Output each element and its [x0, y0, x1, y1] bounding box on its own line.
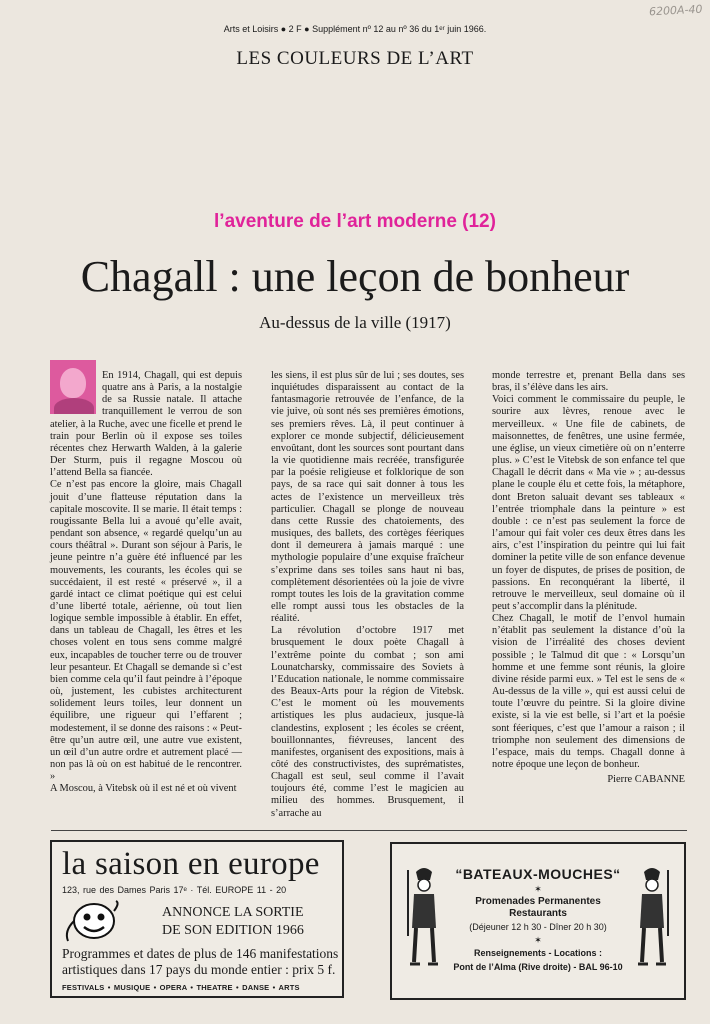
- series-title: l’aventure de l’art moderne (12): [214, 211, 496, 232]
- star-icon: ✶: [534, 935, 542, 945]
- guard-figure-icon: [402, 866, 446, 976]
- ad-announce-line: DE SON EDITION 1966: [162, 923, 304, 938]
- paragraph: les siens, il est plus sûr de lui ; ses doutes, ses inquiétudes disparaissent au contact de la fantasmagorie retrouvée de l’enfance, de la vie juive, où sont nés ses premières émotions, ses premiers rêves. Là, il peut continuer à explorer ce monde subjectif, délicieusement envoûtant, dont les sources sont pourtant dans la vie quotidienne mais recréée, transfigurée par la poésie religieuse et folklorique de son pays, de sa race qui sait donner à tous les actes de l’existence un merveilleux très particulier. Chagall se plonge de nouveau dans cette Russie des chatoiements, des musiques, des ballets, des cortèges féeriques dont il demeurera à jamais marqué : une mythologie populaire d’une exquise fraîcheur s’exprime dans ses toiles sans haut ni bas, complètement désorientées où la joie de vivre rompt toutes les lois de la gravitation comme elle rompt aussi tous les obstacles de la réalité.: [271, 370, 464, 625]
- author-signature: Pierre CABANNE: [607, 774, 685, 786]
- paragraph: Ce n’est pas encore la gloire, mais Chagall jouit d’une flatteuse réputation dans la capitale moscovite. Il se marie. Il était temps : rougissante Bella lui a avoué qu’elle avait, pendant son absence, « regardé quelqu’un au cours théâtral ». Durant son séjour à Paris, le jeune peintre n’a guère été influencé par les mouvements, les courants, les écoles qui se succédaient, il est resté « préservé », il a gardé intact ce climat poétique qui est celui d’une liberté totale, aérienne, où tout lien logique semble impossible à établir. En effet, dans un tableau de Chagall, les êtres et les choses volent en tous sens comme malgré eux, incapables de toucher terre ou de trouver leur pesanteur. Et Chagall se demande si c’est bien comme cela qu’il faut peindre à l’époque où, justement, les cubistes architecturent solidement leurs toiles, leur donnent un équilibre, une rigueur qui l’effarent ; modestement, il se donne des raisons : « Peut-être qu’un autre œil, une autre vue existent, un œil d’un autre ordre et autrement placé — non pas là où on est habitué de le rencontrer. »: [50, 479, 242, 783]
- ad-line: Restaurants: [509, 908, 567, 919]
- ad-line: Renseignements - Locations :: [473, 948, 603, 958]
- guard-figure-icon: [630, 866, 674, 976]
- ad-programme-line: artistiques dans 17 pays du monde entier : prix 5 f.: [62, 962, 336, 977]
- article-column-1: [50, 370, 242, 795]
- article-subtitle: Au-dessus de la ville (1917): [259, 313, 451, 332]
- section-rubric: LES COULEURS DE L’ART: [236, 48, 474, 69]
- ad-bateaux-mouches: [390, 842, 686, 1000]
- divider-rule: [51, 830, 687, 831]
- paragraph: Chez Chagall, le motif de l’envol humain n’établit pas seulement la distance d’où la vision de l’irréalité des choses devient possible ; le Talmud dit que : « Lorsqu’un homme et une femme sont réunis, la gloire divine réside parmi eux. » Tel est le sens de « Au-dessus de la ville », qui est aussi celui de toute l’œuvre du peintre. Si la gloire divine existe, si la vie est belle, si l’art et la poésie sont féeriques, c’est que l’amour a raison ; il triomphe non seulement des dimensions de l’espace, mais du temps. Chagall donne à notre époque une leçon de bonheur.: [492, 613, 685, 770]
- theatre-mask-icon: [62, 899, 120, 945]
- ad-saison-en-europe: [50, 840, 344, 998]
- ad-line: Promenades Permanentes: [475, 896, 601, 907]
- ad-address: 123, rue des Dames Paris 17ᵉ · Tél. EUROPE 11 - 20: [62, 885, 287, 895]
- ad-categories: FESTIVALS • MUSIQUE • OPERA • THEATRE • DANSE • ARTS: [62, 983, 300, 992]
- ad-line: (Déjeuner 12 h 30 - Dîner 20 h 30): [469, 922, 607, 932]
- ad-title: “BATEAUX-MOUCHES“: [455, 866, 621, 882]
- chagall-portrait-image: [50, 360, 96, 414]
- ad-line: Pont de l’Alma (Rive droite) - BAL 96-10: [453, 962, 623, 972]
- article-title: Chagall : une leçon de bonheur: [80, 252, 630, 301]
- article-column-3: [492, 370, 685, 786]
- star-icon: ✶: [534, 884, 542, 894]
- paragraph: monde terrestre et, prenant Bella dans ses bras, il s’élève dans les airs.: [492, 370, 685, 394]
- paragraph: A Moscou, à Vitebsk où il est né et où vivent: [50, 783, 237, 795]
- pencil-annotation: 6200A-40: [648, 2, 703, 19]
- paragraph: En 1914, Chagall, qui est depuis quatre ans à Paris, a la nostalgie de sa Russie natale. Il attache tranquillement le verrou de son atelier, à la Ruche, avec une ficelle et prend le train pour Berlin où il expose ses toiles récentes chez Herwarth Walden, à la galerie Der Sturm, puis il regagne Moscou où l’attend Bella sa fiancée.: [50, 370, 242, 479]
- ad-announce-line: ANNONCE LA SORTIE: [162, 905, 304, 920]
- issue-header: Arts et Loisirs ● 2 F ● Supplément nº 12 au nº 36 du 1ᵉʳ juin 1966.: [223, 24, 487, 34]
- ad-programme-line: Programmes et dates de plus de 146 manifestations: [62, 946, 339, 961]
- article-column-2: [271, 370, 464, 820]
- paragraph: Voici comment le commissaire du peuple, le sourire aux lèvres, renoue avec le merveilleux. « Une file de cabinets, de maisonnettes, de fenêtres, une usine fermée, une église, un vieux cimetière où on n’enterre plus. » C’est le Vitebsk de son enfance tel que Chagall le décrit dans « Ma vie » ; au-dessus plane le couple élu et cette fois, la métaphore, dont Breton saluait devant ses tableaux « l’entrée triomphale dans la peinture » est double : ce n’est pas seulement la force de l’amour qui fait voler ces deux êtres dans les airs, c’est l’inspiration du peintre qui lui fait dominer la petite ville de son enfance devenue un foyer de disputes, de prises de position, de passions. En reconquérant la liberté, il retrouve le merveilleux, seul domaine où il peut s’accomplir dans la plénitude.: [492, 394, 686, 612]
- ad-title: la saison en europe: [62, 846, 320, 882]
- paragraph: La révolution d’octobre 1917 met brusquement le doux poète Chagall à l’extrême pointe du combat ; son ami Lounatcharsky, commissaire des Soviets à l’Education nationale, le nomme commissaire des Beaux-Arts pour la région de Vitebsk. C’est le moment où les mouvements artistiques les plus audacieux, jusque-là clandestins, explosent ; les écoles se créent, bouillonnantes, fiévreuses, lancent des manifestes, organisent des expositions, mais à côté des constructivistes, des suprématistes, Chagall est seul, seul comme il l’avait toujours été, comme l’est le magicien au milieu des hommes. Brusquement, il s’arrache au: [271, 625, 464, 819]
